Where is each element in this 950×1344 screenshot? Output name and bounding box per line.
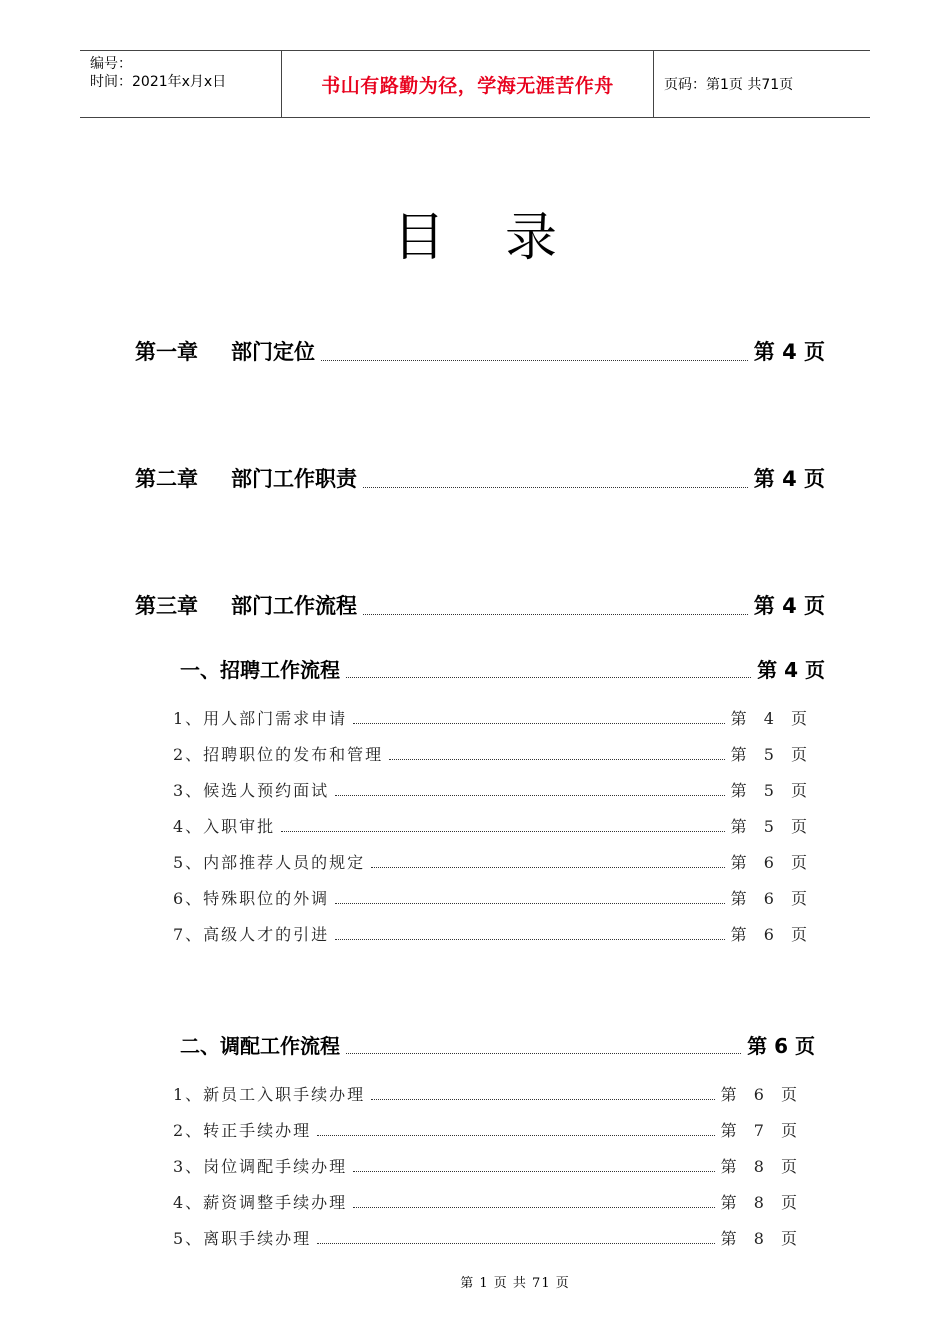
header-meta-cell	[80, 51, 281, 117]
item-label: 3、候选人预约面试	[173, 781, 330, 800]
toc-section-2[interactable]	[180, 1030, 815, 1059]
chapter-title: 部门定位	[231, 340, 315, 364]
dot-leader	[363, 487, 748, 488]
motto-text: 书山有路勤为径，学海无涯苦作舟	[321, 74, 614, 97]
section-page: 第 4 页	[757, 658, 825, 682]
toc-item[interactable]	[173, 1154, 803, 1177]
chapter-title: 部门工作流程	[231, 594, 357, 618]
chapter-page: 第 4 页	[753, 594, 825, 618]
dot-leader	[346, 1053, 741, 1054]
item-page: 第 6 页	[730, 925, 813, 944]
toc-item[interactable]	[173, 1118, 803, 1141]
toc-chapter-1[interactable]	[135, 336, 825, 366]
page-title: 目录	[392, 208, 617, 268]
dot-leader	[363, 614, 748, 615]
item-page: 第 5 页	[730, 781, 813, 800]
number-label: 编号：	[90, 56, 132, 72]
chapter-number: 第三章	[135, 594, 198, 618]
toc-item[interactable]	[173, 922, 813, 945]
section-page: 第 6 页	[747, 1034, 815, 1058]
toc-item[interactable]	[173, 778, 813, 801]
item-label: 1、用人部门需求申请	[173, 709, 348, 728]
toc-chapter-2[interactable]	[135, 463, 825, 493]
time-label: 时间：2021年x月x日	[90, 74, 227, 90]
item-page: 第 6 页	[730, 853, 813, 872]
dot-leader	[371, 1099, 714, 1100]
dot-leader	[353, 1171, 714, 1172]
chapter-title: 部门工作职责	[231, 467, 357, 491]
item-label: 3、岗位调配手续办理	[173, 1157, 348, 1176]
toc-item[interactable]	[173, 1190, 803, 1213]
item-label: 5、内部推荐人员的规定	[173, 853, 366, 872]
page-info: 页码：第1页 共71页	[664, 77, 794, 93]
item-label: 4、薪资调整手续办理	[173, 1193, 348, 1212]
item-label: 6、特殊职位的外调	[173, 889, 330, 908]
item-label: 2、转正手续办理	[173, 1121, 312, 1140]
item-page: 第 5 页	[730, 817, 813, 836]
toc-item[interactable]	[173, 706, 813, 729]
chapter-number: 第一章	[135, 340, 198, 364]
dot-leader	[335, 939, 724, 940]
toc-item[interactable]	[173, 1226, 803, 1249]
item-page: 第 6 页	[730, 889, 813, 908]
dot-leader	[317, 1243, 714, 1244]
header-motto-cell	[281, 51, 654, 117]
item-page: 第 8 页	[720, 1193, 803, 1212]
page-footer: 第 1 页 共 71 页	[460, 1276, 570, 1291]
item-page: 第 8 页	[720, 1229, 803, 1248]
dot-leader	[371, 867, 724, 868]
dot-leader	[335, 795, 724, 796]
section-title: 二、调配工作流程	[180, 1034, 340, 1058]
toc-chapter-3[interactable]	[135, 590, 825, 620]
dot-leader	[353, 1207, 714, 1208]
dot-leader	[321, 360, 748, 361]
dot-leader	[281, 831, 724, 832]
chapter-page: 第 4 页	[753, 340, 825, 364]
item-label: 7、高级人才的引进	[173, 925, 330, 944]
item-label: 2、招聘职位的发布和管理	[173, 745, 384, 764]
item-label: 5、离职手续办理	[173, 1229, 312, 1248]
header-page-cell	[654, 51, 870, 117]
toc-item[interactable]	[173, 850, 813, 873]
item-page: 第 5 页	[730, 745, 813, 764]
item-page: 第 8 页	[720, 1157, 803, 1176]
item-page: 第 4 页	[730, 709, 813, 728]
dot-leader	[346, 677, 751, 678]
dot-leader	[317, 1135, 714, 1136]
toc-item[interactable]	[173, 1082, 803, 1105]
document-header	[80, 50, 870, 118]
item-label: 1、新员工入职手续办理	[173, 1085, 366, 1104]
chapter-page: 第 4 页	[753, 467, 825, 491]
item-page: 第 7 页	[720, 1121, 803, 1140]
dot-leader	[353, 723, 724, 724]
toc-item[interactable]	[173, 742, 813, 765]
dot-leader	[389, 759, 724, 760]
toc-item[interactable]	[173, 814, 813, 837]
chapter-number: 第二章	[135, 467, 198, 491]
section-title: 一、招聘工作流程	[180, 658, 340, 682]
dot-leader	[335, 903, 724, 904]
toc-section-1[interactable]	[180, 654, 825, 683]
item-label: 4、入职审批	[173, 817, 276, 836]
item-page: 第 6 页	[720, 1085, 803, 1104]
toc-item[interactable]	[173, 886, 813, 909]
